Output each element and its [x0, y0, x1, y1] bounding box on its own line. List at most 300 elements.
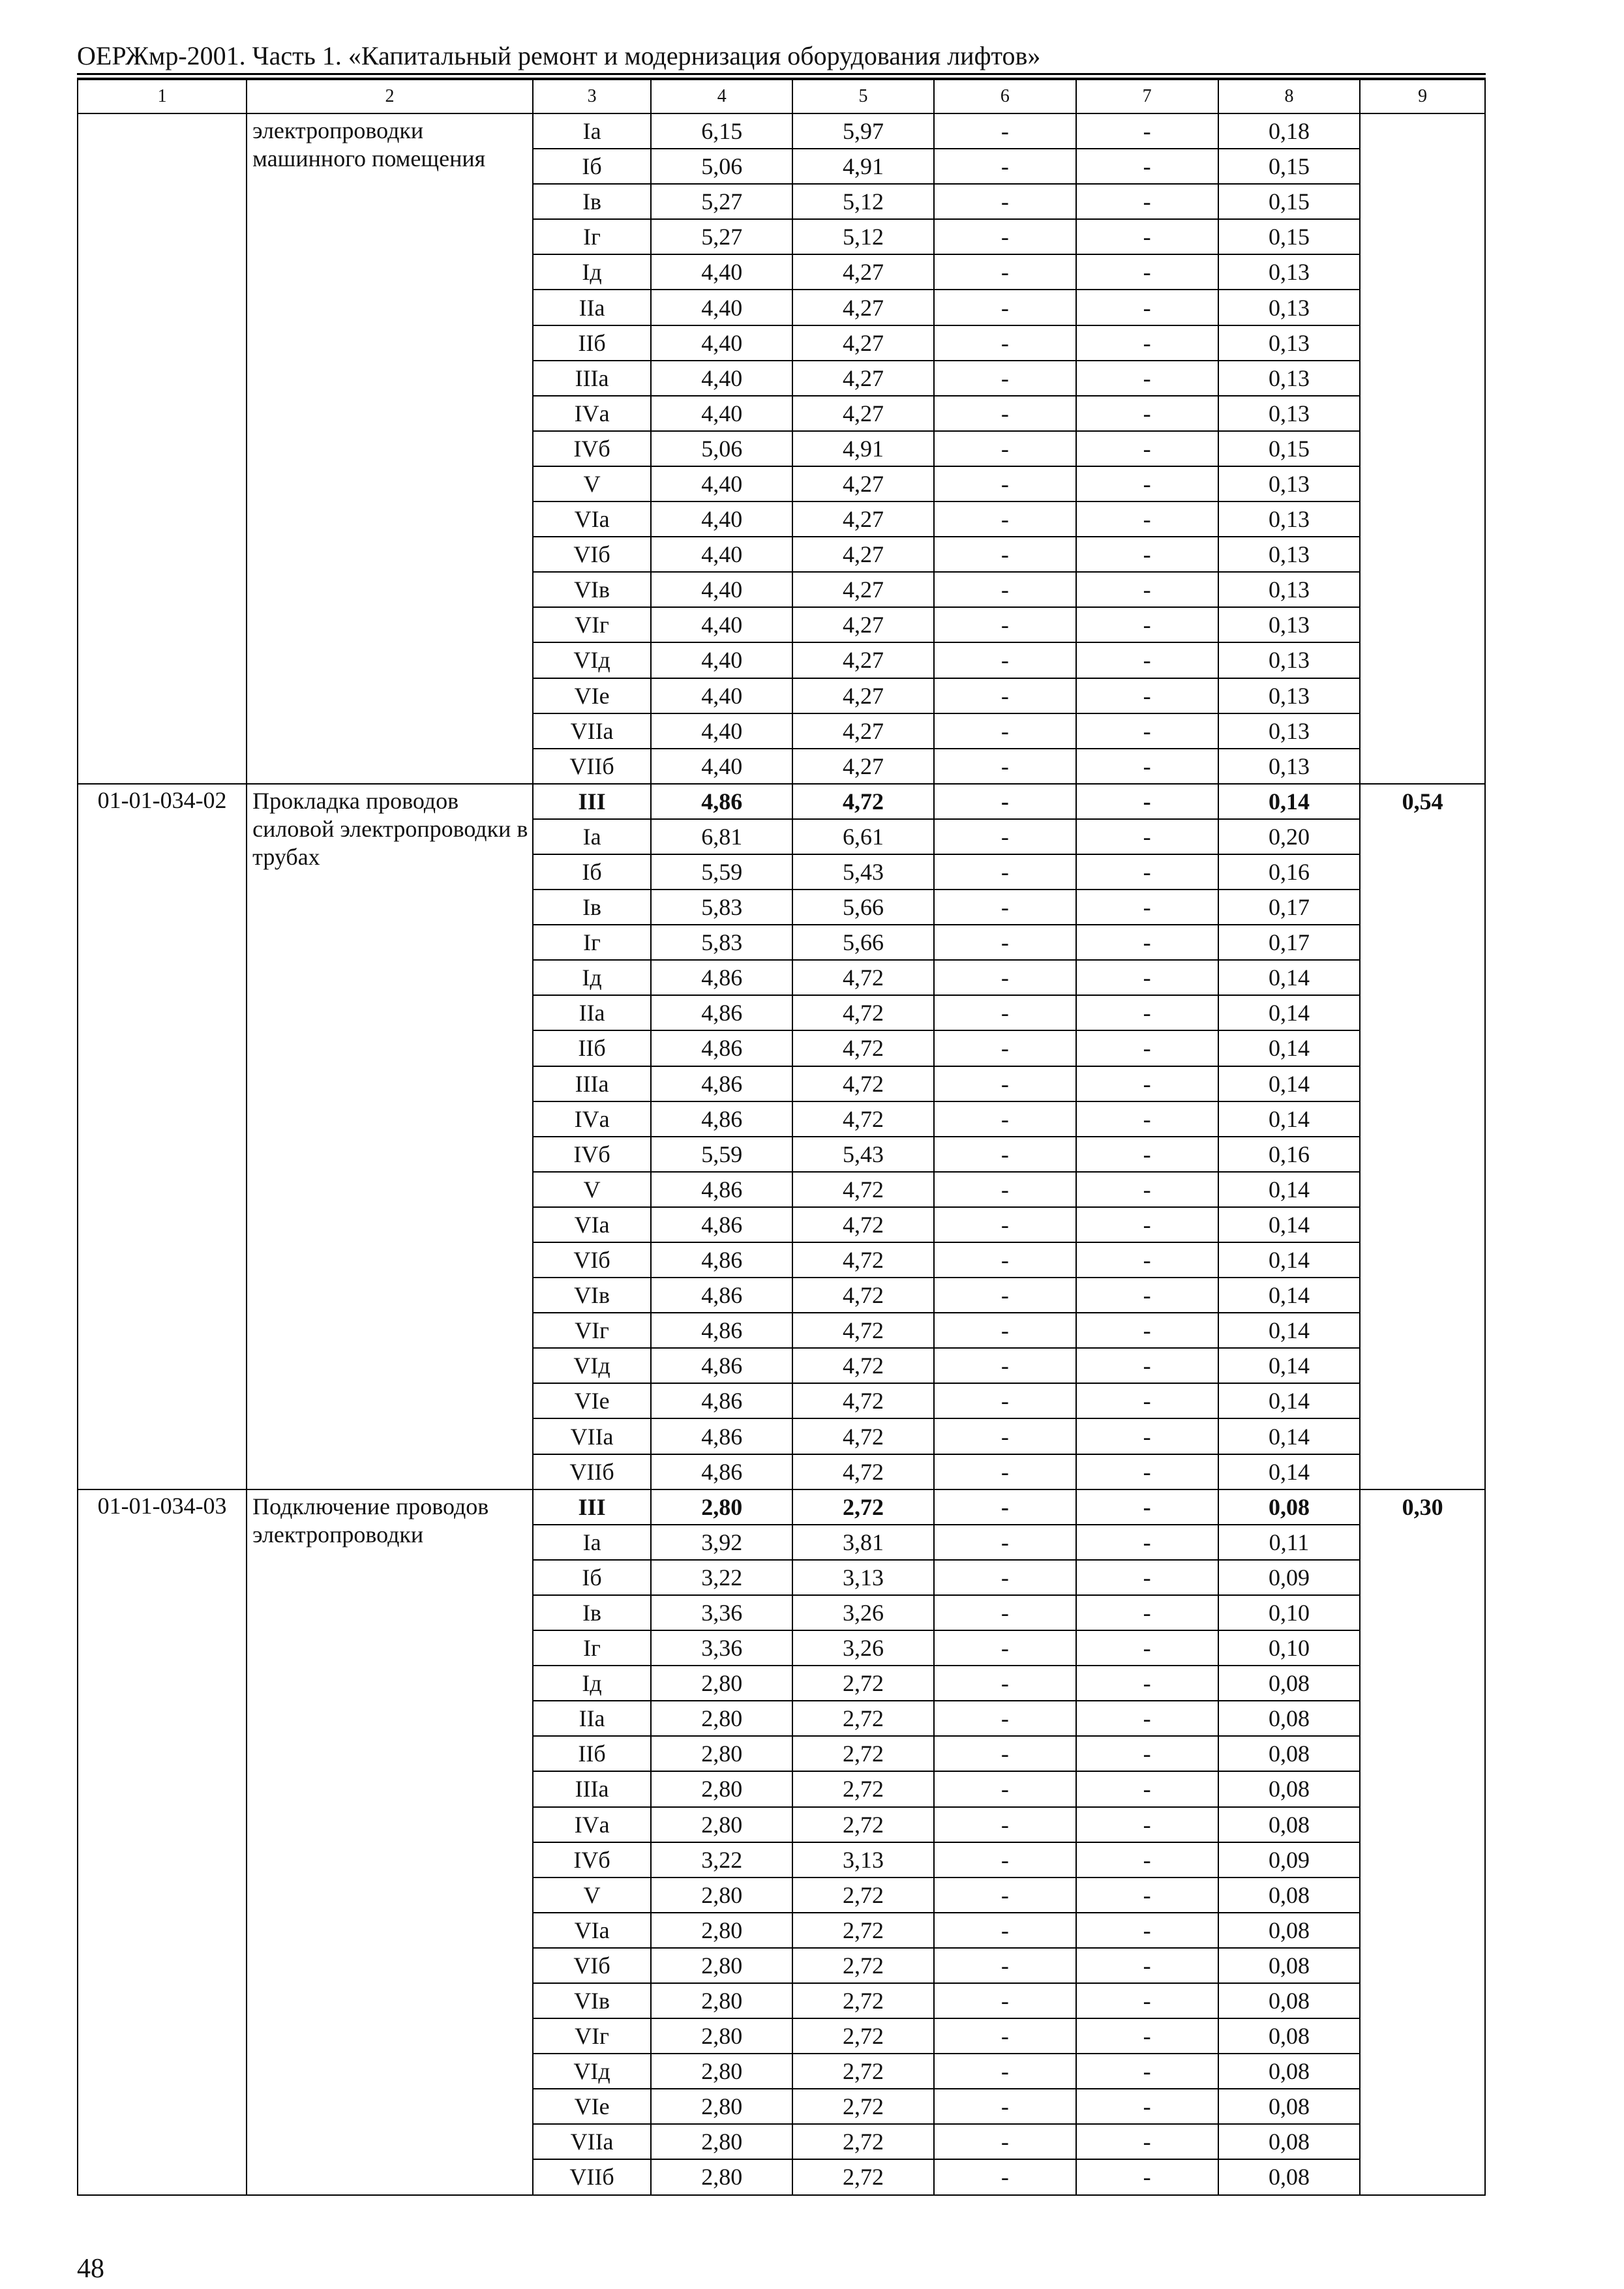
col7-cell: - — [1076, 1101, 1218, 1137]
col5-cell: 4,72 — [792, 1066, 934, 1101]
col8-cell: 0,08 — [1218, 1736, 1361, 1771]
work-description: Подключение проводов электропроводки — [247, 1489, 533, 2195]
col8-cell: 0,18 — [1218, 113, 1361, 149]
col8-cell: 0,14 — [1218, 1030, 1361, 1066]
col7-cell: - — [1076, 2089, 1218, 2124]
zone-cell: VIб — [533, 1948, 652, 1983]
col5-cell: 6,61 — [792, 819, 934, 854]
col7-cell: - — [1076, 1383, 1218, 1418]
zone-cell: IVб — [533, 1137, 652, 1172]
rate-code: 01-01-034-02 — [78, 784, 247, 1489]
col6-cell: - — [934, 1242, 1076, 1278]
col4-cell: 4,86 — [651, 1242, 792, 1278]
zone-cell: Iа — [533, 113, 652, 149]
col6-cell: - — [934, 2054, 1076, 2089]
col7-cell: - — [1076, 1454, 1218, 1489]
zone-cell: IIа — [533, 290, 652, 325]
col5-cell: 4,72 — [792, 1454, 934, 1489]
col4-cell: 3,36 — [651, 1595, 792, 1630]
col5-cell: 2,72 — [792, 1701, 934, 1736]
zone-cell: V — [533, 1172, 652, 1207]
col8-cell: 0,14 — [1218, 1207, 1361, 1242]
col6-cell: - — [934, 396, 1076, 431]
zone-cell: VIе — [533, 2089, 652, 2124]
col4-cell: 2,80 — [651, 2054, 792, 2089]
col8-cell: 0,13 — [1218, 537, 1361, 572]
col8-cell: 0,13 — [1218, 396, 1361, 431]
col4-cell: 4,40 — [651, 713, 792, 749]
col8-cell: 0,08 — [1218, 1983, 1361, 2018]
col7-cell: - — [1076, 1560, 1218, 1595]
total-cell — [1360, 113, 1485, 784]
col4-cell: 2,80 — [651, 1666, 792, 1701]
column-number: 6 — [934, 80, 1076, 113]
zone-cell: Iб — [533, 149, 652, 184]
col4-cell: 5,83 — [651, 925, 792, 960]
col7-cell: - — [1076, 396, 1218, 431]
column-number: 2 — [247, 80, 533, 113]
col6-cell: - — [934, 607, 1076, 642]
col7-cell: - — [1076, 1418, 1218, 1454]
col7-cell: - — [1076, 1207, 1218, 1242]
col6-cell: - — [934, 1948, 1076, 1983]
col8-cell: 0,14 — [1218, 1418, 1361, 1454]
col8-cell: 0,14 — [1218, 1242, 1361, 1278]
col7-cell: - — [1076, 431, 1218, 466]
col7-cell: - — [1076, 1489, 1218, 1525]
col4-cell: 6,15 — [651, 113, 792, 149]
col5-cell: 4,27 — [792, 396, 934, 431]
col6-cell: - — [934, 1313, 1076, 1348]
col6-cell: - — [934, 1348, 1076, 1383]
col7-cell: - — [1076, 1666, 1218, 1701]
col5-cell: 2,72 — [792, 1948, 934, 1983]
rate-code: 01-01-034-03 — [78, 1489, 247, 2195]
zone-cell: VIб — [533, 1242, 652, 1278]
zone-cell: Iб — [533, 1560, 652, 1595]
col7-cell: - — [1076, 1313, 1218, 1348]
column-number: 1 — [78, 80, 247, 113]
col4-cell: 3,22 — [651, 1842, 792, 1878]
zone-cell: IIб — [533, 1736, 652, 1771]
col7-cell: - — [1076, 113, 1218, 149]
col7-cell: - — [1076, 1172, 1218, 1207]
zone-cell: VIг — [533, 1313, 652, 1348]
col8-cell: 0,10 — [1218, 1630, 1361, 1666]
col7-cell: - — [1076, 537, 1218, 572]
col6-cell: - — [934, 890, 1076, 925]
col4-cell: 4,40 — [651, 254, 792, 290]
zone-cell: VIIб — [533, 749, 652, 784]
table-row — [78, 784, 1485, 819]
col8-cell: 0,14 — [1218, 1348, 1361, 1383]
zone-cell: VIе — [533, 1383, 652, 1418]
header-rule — [77, 73, 1486, 79]
col8-cell: 0,08 — [1218, 1807, 1361, 1842]
zone-cell: Iв — [533, 890, 652, 925]
col6-cell: - — [934, 642, 1076, 678]
col8-cell: 0,13 — [1218, 642, 1361, 678]
zone-cell: Iа — [533, 819, 652, 854]
col6-cell: - — [934, 1383, 1076, 1418]
zone-cell: Iа — [533, 1525, 652, 1560]
zone-cell: IIIа — [533, 361, 652, 396]
col4-cell: 5,06 — [651, 431, 792, 466]
col5-cell: 4,91 — [792, 431, 934, 466]
col5-cell: 2,72 — [792, 2018, 934, 2054]
col6-cell: - — [934, 219, 1076, 254]
page-number: 48 — [77, 2254, 104, 2284]
col8-cell: 0,13 — [1218, 290, 1361, 325]
col5-cell: 4,27 — [792, 325, 934, 361]
col4-cell: 3,92 — [651, 1525, 792, 1560]
col7-cell: - — [1076, 1736, 1218, 1771]
col5-cell: 4,72 — [792, 784, 934, 819]
col4-cell: 6,81 — [651, 819, 792, 854]
col4-cell: 4,40 — [651, 466, 792, 501]
col4-cell: 5,06 — [651, 149, 792, 184]
col8-cell: 0,16 — [1218, 854, 1361, 890]
col6-cell: - — [934, 819, 1076, 854]
col4-cell: 2,80 — [651, 2159, 792, 2194]
col7-cell: - — [1076, 925, 1218, 960]
col7-cell: - — [1076, 1807, 1218, 1842]
col5-cell: 2,72 — [792, 1736, 934, 1771]
col7-cell: - — [1076, 290, 1218, 325]
column-number: 5 — [792, 80, 934, 113]
col5-cell: 4,27 — [792, 254, 934, 290]
col7-cell: - — [1076, 1842, 1218, 1878]
col7-cell: - — [1076, 466, 1218, 501]
col7-cell: - — [1076, 1242, 1218, 1278]
col4-cell: 4,86 — [651, 1172, 792, 1207]
col5-cell: 4,27 — [792, 290, 934, 325]
col4-cell: 4,86 — [651, 1313, 792, 1348]
col6-cell: - — [934, 113, 1076, 149]
col7-cell: - — [1076, 642, 1218, 678]
col7-cell: - — [1076, 184, 1218, 219]
col6-cell: - — [934, 1066, 1076, 1101]
col7-cell: - — [1076, 1348, 1218, 1383]
col4-cell: 4,86 — [651, 1418, 792, 1454]
col6-cell: - — [934, 1454, 1076, 1489]
col8-cell: 0,14 — [1218, 1101, 1361, 1137]
col8-cell: 0,14 — [1218, 1172, 1361, 1207]
col6-cell: - — [934, 1913, 1076, 1948]
col4-cell: 2,80 — [651, 1736, 792, 1771]
col8-cell: 0,09 — [1218, 1560, 1361, 1595]
zone-cell: VIIа — [533, 2124, 652, 2159]
col4-cell: 2,80 — [651, 1983, 792, 2018]
col8-cell: 0,15 — [1218, 149, 1361, 184]
col6-cell: - — [934, 784, 1076, 819]
col6-cell: - — [934, 149, 1076, 184]
col6-cell: - — [934, 1807, 1076, 1842]
col7-cell: - — [1076, 819, 1218, 854]
column-number: 9 — [1360, 80, 1485, 113]
zone-cell: IIа — [533, 995, 652, 1030]
col5-cell: 2,72 — [792, 2054, 934, 2089]
col4-cell: 2,80 — [651, 1489, 792, 1525]
col8-cell: 0,15 — [1218, 431, 1361, 466]
col6-cell: - — [934, 1137, 1076, 1172]
col7-cell: - — [1076, 890, 1218, 925]
col4-cell: 5,27 — [651, 184, 792, 219]
col4-cell: 4,40 — [651, 361, 792, 396]
col6-cell: - — [934, 2124, 1076, 2159]
col7-cell: - — [1076, 1137, 1218, 1172]
zone-cell: VIд — [533, 1348, 652, 1383]
col7-cell: - — [1076, 1771, 1218, 1806]
col4-cell: 4,40 — [651, 678, 792, 713]
col7-cell: - — [1076, 1066, 1218, 1101]
col6-cell: - — [934, 960, 1076, 995]
work-description: электропроводки машинного помещения — [247, 113, 533, 784]
col6-cell: - — [934, 2159, 1076, 2194]
col5-cell: 5,12 — [792, 184, 934, 219]
col4-cell: 4,86 — [651, 1101, 792, 1137]
col7-cell: - — [1076, 325, 1218, 361]
zone-cell: IIб — [533, 325, 652, 361]
column-number: 3 — [533, 80, 652, 113]
col6-cell: - — [934, 290, 1076, 325]
col6-cell: - — [934, 678, 1076, 713]
col5-cell: 4,72 — [792, 960, 934, 995]
zone-cell: V — [533, 1878, 652, 1913]
col5-cell: 4,27 — [792, 642, 934, 678]
page-header: ОЕРЖмр-2001. Часть 1. «Капитальный ремонт и модернизация оборудования лифтов» — [77, 41, 1041, 70]
col8-cell: 0,17 — [1218, 925, 1361, 960]
col5-cell: 4,72 — [792, 1242, 934, 1278]
col4-cell: 4,86 — [651, 1030, 792, 1066]
col5-cell: 3,13 — [792, 1842, 934, 1878]
col4-cell: 5,83 — [651, 890, 792, 925]
col5-cell: 4,72 — [792, 1172, 934, 1207]
col8-cell: 0,13 — [1218, 607, 1361, 642]
col8-cell: 0,13 — [1218, 713, 1361, 749]
col6-cell: - — [934, 1525, 1076, 1560]
col4-cell: 4,40 — [651, 396, 792, 431]
col7-cell: - — [1076, 1701, 1218, 1736]
zone-cell: IIб — [533, 1030, 652, 1066]
col5-cell: 2,72 — [792, 1878, 934, 1913]
col7-cell: - — [1076, 2054, 1218, 2089]
col8-cell: 0,13 — [1218, 678, 1361, 713]
col8-cell: 0,17 — [1218, 890, 1361, 925]
col5-cell: 4,27 — [792, 466, 934, 501]
col5-cell: 4,27 — [792, 678, 934, 713]
zone-cell: VIв — [533, 572, 652, 607]
zone-cell: IVб — [533, 1842, 652, 1878]
col7-cell: - — [1076, 1878, 1218, 1913]
col8-cell: 0,08 — [1218, 1666, 1361, 1701]
col5-cell: 4,27 — [792, 537, 934, 572]
col7-cell: - — [1076, 854, 1218, 890]
col7-cell: - — [1076, 219, 1218, 254]
col5-cell: 2,72 — [792, 1666, 934, 1701]
col6-cell: - — [934, 501, 1076, 537]
col5-cell: 5,12 — [792, 219, 934, 254]
column-number: 7 — [1076, 80, 1218, 113]
column-number: 4 — [651, 80, 792, 113]
col8-cell: 0,08 — [1218, 1771, 1361, 1806]
col4-cell: 2,80 — [651, 2124, 792, 2159]
col5-cell: 5,43 — [792, 1137, 934, 1172]
col4-cell: 4,86 — [651, 1348, 792, 1383]
col7-cell: - — [1076, 254, 1218, 290]
col5-cell: 4,27 — [792, 607, 934, 642]
col6-cell: - — [934, 1878, 1076, 1913]
col5-cell: 2,72 — [792, 1807, 934, 1842]
col6-cell: - — [934, 537, 1076, 572]
col6-cell: - — [934, 1842, 1076, 1878]
rate-code — [78, 113, 247, 784]
col7-cell: - — [1076, 149, 1218, 184]
col5-cell: 2,72 — [792, 1913, 934, 1948]
col4-cell: 2,80 — [651, 1948, 792, 1983]
col6-cell: - — [934, 1630, 1076, 1666]
col8-cell: 0,09 — [1218, 1842, 1361, 1878]
zone-cell: VIг — [533, 2018, 652, 2054]
col5-cell: 2,72 — [792, 1771, 934, 1806]
zone-cell: VIIа — [533, 1418, 652, 1454]
col8-cell: 0,13 — [1218, 749, 1361, 784]
col5-cell: 4,27 — [792, 713, 934, 749]
col7-cell: - — [1076, 713, 1218, 749]
zone-cell: IIIа — [533, 1771, 652, 1806]
col5-cell: 4,72 — [792, 1348, 934, 1383]
col4-cell: 4,86 — [651, 1207, 792, 1242]
col4-cell: 2,80 — [651, 2089, 792, 2124]
col4-cell: 4,86 — [651, 995, 792, 1030]
zone-cell: IVа — [533, 396, 652, 431]
col8-cell: 0,08 — [1218, 2018, 1361, 2054]
col7-cell: - — [1076, 361, 1218, 396]
col4-cell: 3,36 — [651, 1630, 792, 1666]
zone-cell: VIа — [533, 1207, 652, 1242]
col5-cell: 4,72 — [792, 1383, 934, 1418]
col8-cell: 0,13 — [1218, 254, 1361, 290]
col6-cell: - — [934, 1030, 1076, 1066]
col8-cell: 0,14 — [1218, 784, 1361, 819]
table-row — [78, 113, 1485, 149]
total-cell: 0,30 — [1360, 1489, 1485, 2195]
col5-cell: 4,72 — [792, 1030, 934, 1066]
col4-cell: 5,27 — [651, 219, 792, 254]
col7-cell: - — [1076, 1630, 1218, 1666]
col8-cell: 0,14 — [1218, 1383, 1361, 1418]
zone-cell: Iд — [533, 960, 652, 995]
col7-cell: - — [1076, 1948, 1218, 1983]
col4-cell: 4,40 — [651, 501, 792, 537]
rates-table — [77, 79, 1486, 2196]
zone-cell: VIб — [533, 537, 652, 572]
col6-cell: - — [934, 854, 1076, 890]
col6-cell: - — [934, 1489, 1076, 1525]
col6-cell: - — [934, 1771, 1076, 1806]
col5-cell: 2,72 — [792, 2089, 934, 2124]
col8-cell: 0,15 — [1218, 184, 1361, 219]
zone-cell: III — [533, 784, 652, 819]
col5-cell: 5,97 — [792, 113, 934, 149]
col7-cell: - — [1076, 1525, 1218, 1560]
col6-cell: - — [934, 361, 1076, 396]
zone-cell: VIд — [533, 642, 652, 678]
col8-cell: 0,08 — [1218, 1878, 1361, 1913]
col6-cell: - — [934, 1595, 1076, 1630]
zone-cell: VIIа — [533, 713, 652, 749]
col8-cell: 0,13 — [1218, 361, 1361, 396]
col5-cell: 4,72 — [792, 1101, 934, 1137]
zone-cell: Iб — [533, 854, 652, 890]
zone-cell: Iв — [533, 1595, 652, 1630]
col4-cell: 2,80 — [651, 1878, 792, 1913]
col7-cell: - — [1076, 2159, 1218, 2194]
col7-cell: - — [1076, 572, 1218, 607]
col8-cell: 0,08 — [1218, 2089, 1361, 2124]
col7-cell: - — [1076, 2018, 1218, 2054]
column-number: 8 — [1218, 80, 1361, 113]
zone-cell: IVа — [533, 1101, 652, 1137]
work-description: Прокладка проводов силовой электропроводки в трубах — [247, 784, 533, 1489]
col8-cell: 0,20 — [1218, 819, 1361, 854]
col6-cell: - — [934, 431, 1076, 466]
col5-cell: 2,72 — [792, 2124, 934, 2159]
col8-cell: 0,08 — [1218, 1701, 1361, 1736]
col8-cell: 0,16 — [1218, 1137, 1361, 1172]
col8-cell: 0,08 — [1218, 1948, 1361, 1983]
col5-cell: 3,26 — [792, 1630, 934, 1666]
table-body — [78, 80, 1485, 2195]
col4-cell: 4,40 — [651, 749, 792, 784]
col6-cell: - — [934, 995, 1076, 1030]
col8-cell: 0,13 — [1218, 572, 1361, 607]
column-number-row — [78, 80, 1485, 113]
col8-cell: 0,13 — [1218, 466, 1361, 501]
col8-cell: 0,14 — [1218, 960, 1361, 995]
col4-cell: 4,40 — [651, 607, 792, 642]
col6-cell: - — [934, 2018, 1076, 2054]
col4-cell: 2,80 — [651, 1771, 792, 1806]
col6-cell: - — [934, 1983, 1076, 2018]
zone-cell: IIIа — [533, 1066, 652, 1101]
col5-cell: 4,27 — [792, 501, 934, 537]
col4-cell: 4,86 — [651, 1454, 792, 1489]
col6-cell: - — [934, 466, 1076, 501]
col8-cell: 0,08 — [1218, 1489, 1361, 1525]
zone-cell: Iв — [533, 184, 652, 219]
zone-cell: IVб — [533, 431, 652, 466]
col4-cell: 4,86 — [651, 784, 792, 819]
col8-cell: 0,11 — [1218, 1525, 1361, 1560]
zone-cell: IVа — [533, 1807, 652, 1842]
col7-cell: - — [1076, 1030, 1218, 1066]
col5-cell: 5,43 — [792, 854, 934, 890]
zone-cell: IIа — [533, 1701, 652, 1736]
col4-cell: 2,80 — [651, 1913, 792, 1948]
col5-cell: 5,66 — [792, 890, 934, 925]
col4-cell: 4,86 — [651, 1066, 792, 1101]
col7-cell: - — [1076, 960, 1218, 995]
col5-cell: 4,27 — [792, 361, 934, 396]
table-row — [78, 1489, 1485, 1525]
col6-cell: - — [934, 254, 1076, 290]
col4-cell: 2,80 — [651, 2018, 792, 2054]
col6-cell: - — [934, 1101, 1076, 1137]
col6-cell: - — [934, 1418, 1076, 1454]
col5-cell: 5,66 — [792, 925, 934, 960]
col8-cell: 0,10 — [1218, 1595, 1361, 1630]
